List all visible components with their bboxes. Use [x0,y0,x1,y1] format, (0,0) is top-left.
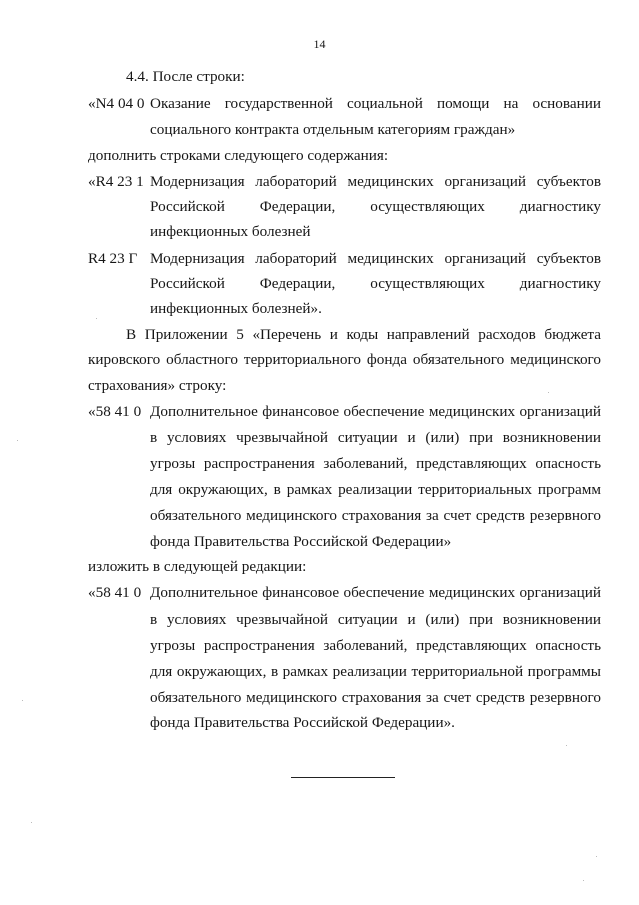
new-text-line: обязательного медицинского страхования за счет средств резервного [150,689,601,706]
new-text-line: фонда Правительства Российской Федерации». [150,714,455,731]
r4-231-text-line: Российской Федерации, осуществляющих диагностику [150,198,601,215]
new-text-line: для окружающих, в рамках реализации территориальной программы [150,663,601,680]
code-58-410-new: «58 41 0 [88,584,142,601]
clause-heading: 4.4. После строки: [126,68,245,85]
scan-speck [17,440,18,441]
scan-speck [566,745,567,746]
old-text-line: фонда Правительства Российской Федерации» [150,533,452,550]
scan-speck [96,318,97,319]
n4-text-line: Оказание государственной социальной помощи на основании [150,95,601,112]
code-n4-0400: «N4 04 0 [88,95,145,112]
instruction-text: изложить в следующей редакции: [88,558,307,575]
scan-speck [31,822,32,823]
old-text-line: в условиях чрезвычайной ситуации и (или) при возникновении [150,429,601,446]
new-text-line: в условиях чрезвычайной ситуации и (или) при возникновении [150,611,601,628]
scan-speck [548,392,549,393]
instruction-text: дополнить строками следующего содержания: [88,147,389,164]
old-text-line: для окружающих, в рамках реализации территориальных программ [150,481,601,498]
r4-231-text-line: Модернизация лабораторий медицинских организаций субъектов [150,173,601,190]
new-text-line: Дополнительное финансовое обеспечение медицинских организаций [150,584,601,601]
old-text-line: обязательного медицинского страхования за счет средств резервного [150,507,601,524]
scan-speck [583,880,584,881]
code-r4-23g: R4 23 Г [88,250,138,267]
code-r4-231: «R4 23 1 [88,173,144,190]
old-text-line: Дополнительное финансовое обеспечение медицинских организаций [150,403,601,420]
code-58-410-old: «58 41 0 [88,403,142,420]
closing-rule [291,777,395,778]
appendix-paragraph-line: В Приложении 5 «Перечень и коды направлений расходов бюджета [126,326,601,343]
scan-speck [22,700,23,701]
r4-23g-text-line: инфекционных болезней». [150,300,322,317]
new-text-line: угрозы распространения заболеваний, представляющих опасность [150,637,601,654]
old-text-line: угрозы распространения заболеваний, представляющих опасность [150,455,601,472]
r4-23g-text-line: Модернизация лабораторий медицинских организаций субъектов [150,250,601,267]
scan-speck [596,856,597,857]
appendix-paragraph-line: страхования» строку: [88,377,227,394]
page-number: 14 [313,37,326,51]
n4-text-line: социального контракта отдельным категориям граждан» [150,121,516,138]
r4-23g-text-line: Российской Федерации, осуществляющих диагностику [150,275,601,292]
r4-231-text-line: инфекционных болезней [150,223,311,240]
appendix-paragraph-line: кировского областного территориального фонда обязательного медицинского [88,351,601,368]
